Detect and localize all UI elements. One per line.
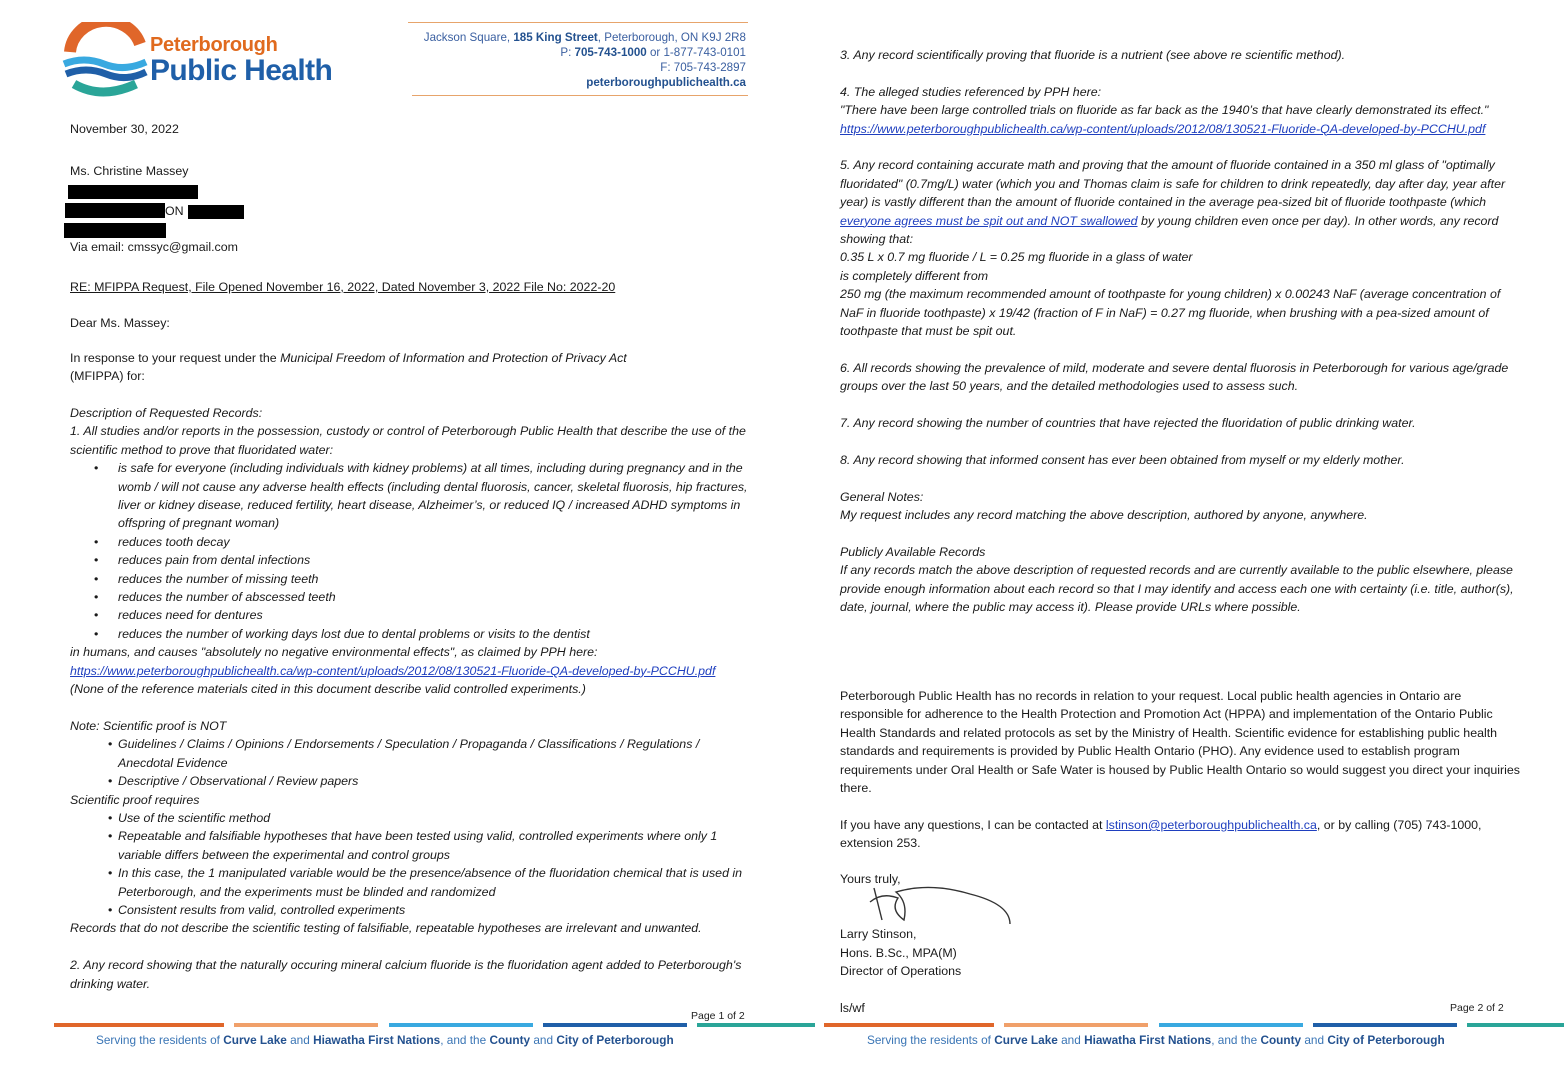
footer-bar [1313,1023,1457,1027]
address-province: ON [165,204,184,218]
request-item-3: 3. Any record scientifically proving that fluoride is a nutrient (see above re scientific method). [840,48,1346,62]
link-note: (None of the reference materials cited in this document describe valid controlled experiments.) [70,682,586,697]
intro-paragraph: In response to your request under the Municipal Freedom of Information and Protection of Privacy Act (MFIPPA) for: [70,351,627,384]
list-item: • In this case, the 1 manipulated variable would be the presence/absence of the fluoridation chemical that is used in Peterborough, and the experiments must be blinded and randomized [118,864,750,901]
footer-tagline: Serving the residents of Curve Lake and Hiawatha First Nations, and the County and City of Peterborough [96,1033,674,1047]
list-item: • Use of the scientific method [118,809,750,827]
irrelevant-note: Records that do not describe the scientific testing of falsifiable, repeatable hypotheses are irrelevant and unwanted. [70,921,702,936]
redaction-bar [188,205,244,219]
calc-line-2: is completely different from [840,268,989,283]
signer-title: Director of Operations [840,964,962,978]
header-rule-bottom [412,95,748,96]
pcchu-qa-link[interactable]: https://www.peterboroughpublichealth.ca/wp-content/uploads/2012/08/130521-Fluoride-QA-developed-by-PCCHU.pdf [840,121,1486,136]
contact-paragraph: If you have any questions, I can be contacted at lstinson@peterboroughpublichealth.ca, or by calling (705) 743-1000, extension 253. [840,818,1482,851]
list-item: • Consistent results from valid, controlled experiments [118,901,750,919]
logo-mark-icon [62,22,148,102]
list-item: • reduces the number of working days lost due to dental problems or visits to the dentist [118,625,750,643]
pcchu-qa-link[interactable]: https://www.peterboroughpublichealth.ca/wp-content/uploads/2012/08/130521-Fluoride-QA-developed-by-PCCHU.pdf [70,663,716,678]
list-item: • reduces pain from dental infections [118,551,750,569]
signer-degree: Hons. B.Sc., MPA(M) [840,946,957,960]
footer-bar [824,1023,994,1027]
page-number: Page 2 of 2 [1450,1002,1504,1014]
typist-initials: ls/wf [840,1001,865,1015]
toothpaste-spit-link[interactable]: everyone agrees must be spit out and NOT swallowed [840,213,1138,228]
public-records-text: If any records match the above description of requested records and are currently available to the public elsewhere, please provide enough information about each record so that I may identify and access each one with certainty (i.e. title, author(s), date, journal, where the public may access it). Please provide URLs where possible. [840,563,1514,615]
org-logo [62,22,352,102]
request-item-7: 7. Any record showing the number of countries that have rejected the fluoridation of public drinking water. [840,416,1416,431]
footer-bar [543,1023,687,1027]
redaction-bar [65,203,165,218]
list-item: • Repeatable and falsifiable hypotheses that have been tested using valid, controlled experiments where only 1 variable differs between the experimental and control groups [118,827,750,864]
calc-line-3: 250 mg (the maximum recommended amount of toothpaste for young children) x 0.00243 NaF (average concentration of NaF in fluoride toothpaste) x 19/42 (fraction of F in NaF) = 0.27 mg fluoride, when brushing with a pea-sized amount of toothpaste that must be spit out. [840,287,1501,339]
footer-bar [389,1023,533,1027]
redaction-bar [68,185,198,199]
contact-email-link[interactable]: lstinson@peterboroughpublichealth.ca [1105,818,1317,832]
desc-heading: Description of Requested Records: [70,406,263,420]
list-item: • reduces tooth decay [118,533,750,551]
list-item: • reduces the number of missing teeth [118,570,750,588]
via-email: Via email: cmssyc@gmail.com [70,240,238,254]
list-item: • reduces the number of abscessed teeth [118,588,750,606]
recipient-name: Ms. Christine Massey [70,164,189,178]
header-rule-top [408,22,748,23]
list-item: • reduces need for dentures [118,606,750,624]
letter-date: November 30, 2022 [70,122,179,136]
footer-bar [54,1023,224,1027]
public-records-heading: Publicly Available Records [840,544,986,559]
footer-bar [1004,1023,1148,1027]
request-item-1: 1. All studies and/or reports in the possession, custody or control of Peterborough Public Health that describe the use of the scientific method to prove that fluoridated water: [70,424,746,457]
item1-tail: in humans, and causes "absolutely no negative environmental effects", as claimed by PPH here: [70,645,598,660]
request-item-8: 8. Any record showing that informed consent has ever been obtained from myself or my elderly mother. [840,452,1405,467]
general-notes-text: My request includes any record matching the above description, authored by anyone, anywhere. [840,508,1368,523]
general-notes-heading: General Notes: [840,489,924,504]
signer-name: Larry Stinson, [840,927,917,941]
request-item-6: 6. All records showing the prevalence of mild, moderate and severe dental fluorosis in Peterborough for various age/grade groups over the last 50 years, and the detailed methodologies used to assess such. [840,360,1509,394]
footer-bar [1467,1023,1564,1027]
requires-heading: Scientific proof requires [70,792,200,807]
item1-bullet-list [70,459,750,643]
page-number: Page 1 of 2 [691,1010,745,1022]
request-item-4: 4. The alleged studies referenced by PPH here: [840,84,1102,99]
response-paragraph: Peterborough Public Health has no records in relation to your request. Local public health agencies in Ontario are responsible for adherence to the Health Protection and Promotion Act (HPPA) and implementation of the Ontario Public Health Standards and related protocols as set by the Ministry of Health. Scientific evidence for establishing public health standards and requirements is provided by Public Health Ontario (PHO). Any evidence used to establish program requirements under Oral Health or Safe Water is housed by Public Health Ontario so would suggest you direct your inquiries there. [840,689,1520,796]
logo-text-line1: Peterborough [150,34,278,56]
org-website[interactable]: peterboroughpublichealth.ca [586,76,746,89]
calc-line-1: 0.35 L x 0.7 mg fluoride / L = 0.25 mg fluoride in a glass of water [840,250,1193,265]
org-address-block: Jackson Square, 185 King Street, Peterborough, ON K9J 2R8 P: 705-743-1000 or 1-877-743-0101 F: 705-743-2897 peterboroughpublichealth.ca [423,31,746,89]
requires-bullet-list [70,809,750,919]
closing: Yours truly, [840,872,901,886]
salutation: Dear Ms. Massey: [70,316,170,330]
footer-bar [234,1023,378,1027]
re-line: RE: MFIPPA Request, File Opened November 16, 2022, Dated November 3, 2022 File No: 2022-20 [70,280,616,294]
list-item: • Descriptive / Observational / Review papers [118,772,750,790]
note-bullet-list [70,735,750,790]
note-heading: Note: Scientific proof is NOT [70,718,227,733]
request-item-2: 2. Any record showing that the naturally occuring mineral calcium fluoride is the fluoridation agent added to Peterborough's drinking water. [70,958,742,991]
redaction-bar [64,223,166,238]
footer-bar [1159,1023,1303,1027]
request-item-5: 5. Any record containing accurate math and proving that the amount of fluoride contained in a 350 ml glass of "optimally fluoridated" (0.7mg/L) water (which you and Thomas claim is safe for children to drink repeatedly, day after day, year after year) is vastly different than the amount of fluoride contained in the average pea-sized bit of fluoride toothpaste (which everyone agrees must be spit out and NOT swallowed by young children even once per day). In other words, any record showing that: [840,158,1506,247]
list-item: • Guidelines / Claims / Opinions / Endorsements / Speculation / Propaganda / Classifications / Regulations / Anecdotal Evidence [118,735,750,772]
footer-tagline: Serving the residents of Curve Lake and Hiawatha First Nations, and the County and City of Peterborough [867,1033,1445,1047]
letter-page-2 [782,0,1564,1080]
item4-quote: "There have been large controlled trials on fluoride as far back as the 1940’s that have clearly demonstrated its effect." [840,103,1489,118]
request-continued [840,46,1525,617]
request-description [70,404,750,993]
list-item: • is safe for everyone (including individuals with kidney problems) at all times, including during pregnancy and in the womb / will not cause any adverse health effects (including dental fluorosis, cancer, skeletal fluorosis, hip fractures, liver or kidney disease, reduced fertility, heart disease, Alzheimer’s, or reduced IQ / increased ADHD symptoms in offspring of pregnant woman) [118,459,750,533]
logo-text-line2: Public Health [150,54,333,87]
